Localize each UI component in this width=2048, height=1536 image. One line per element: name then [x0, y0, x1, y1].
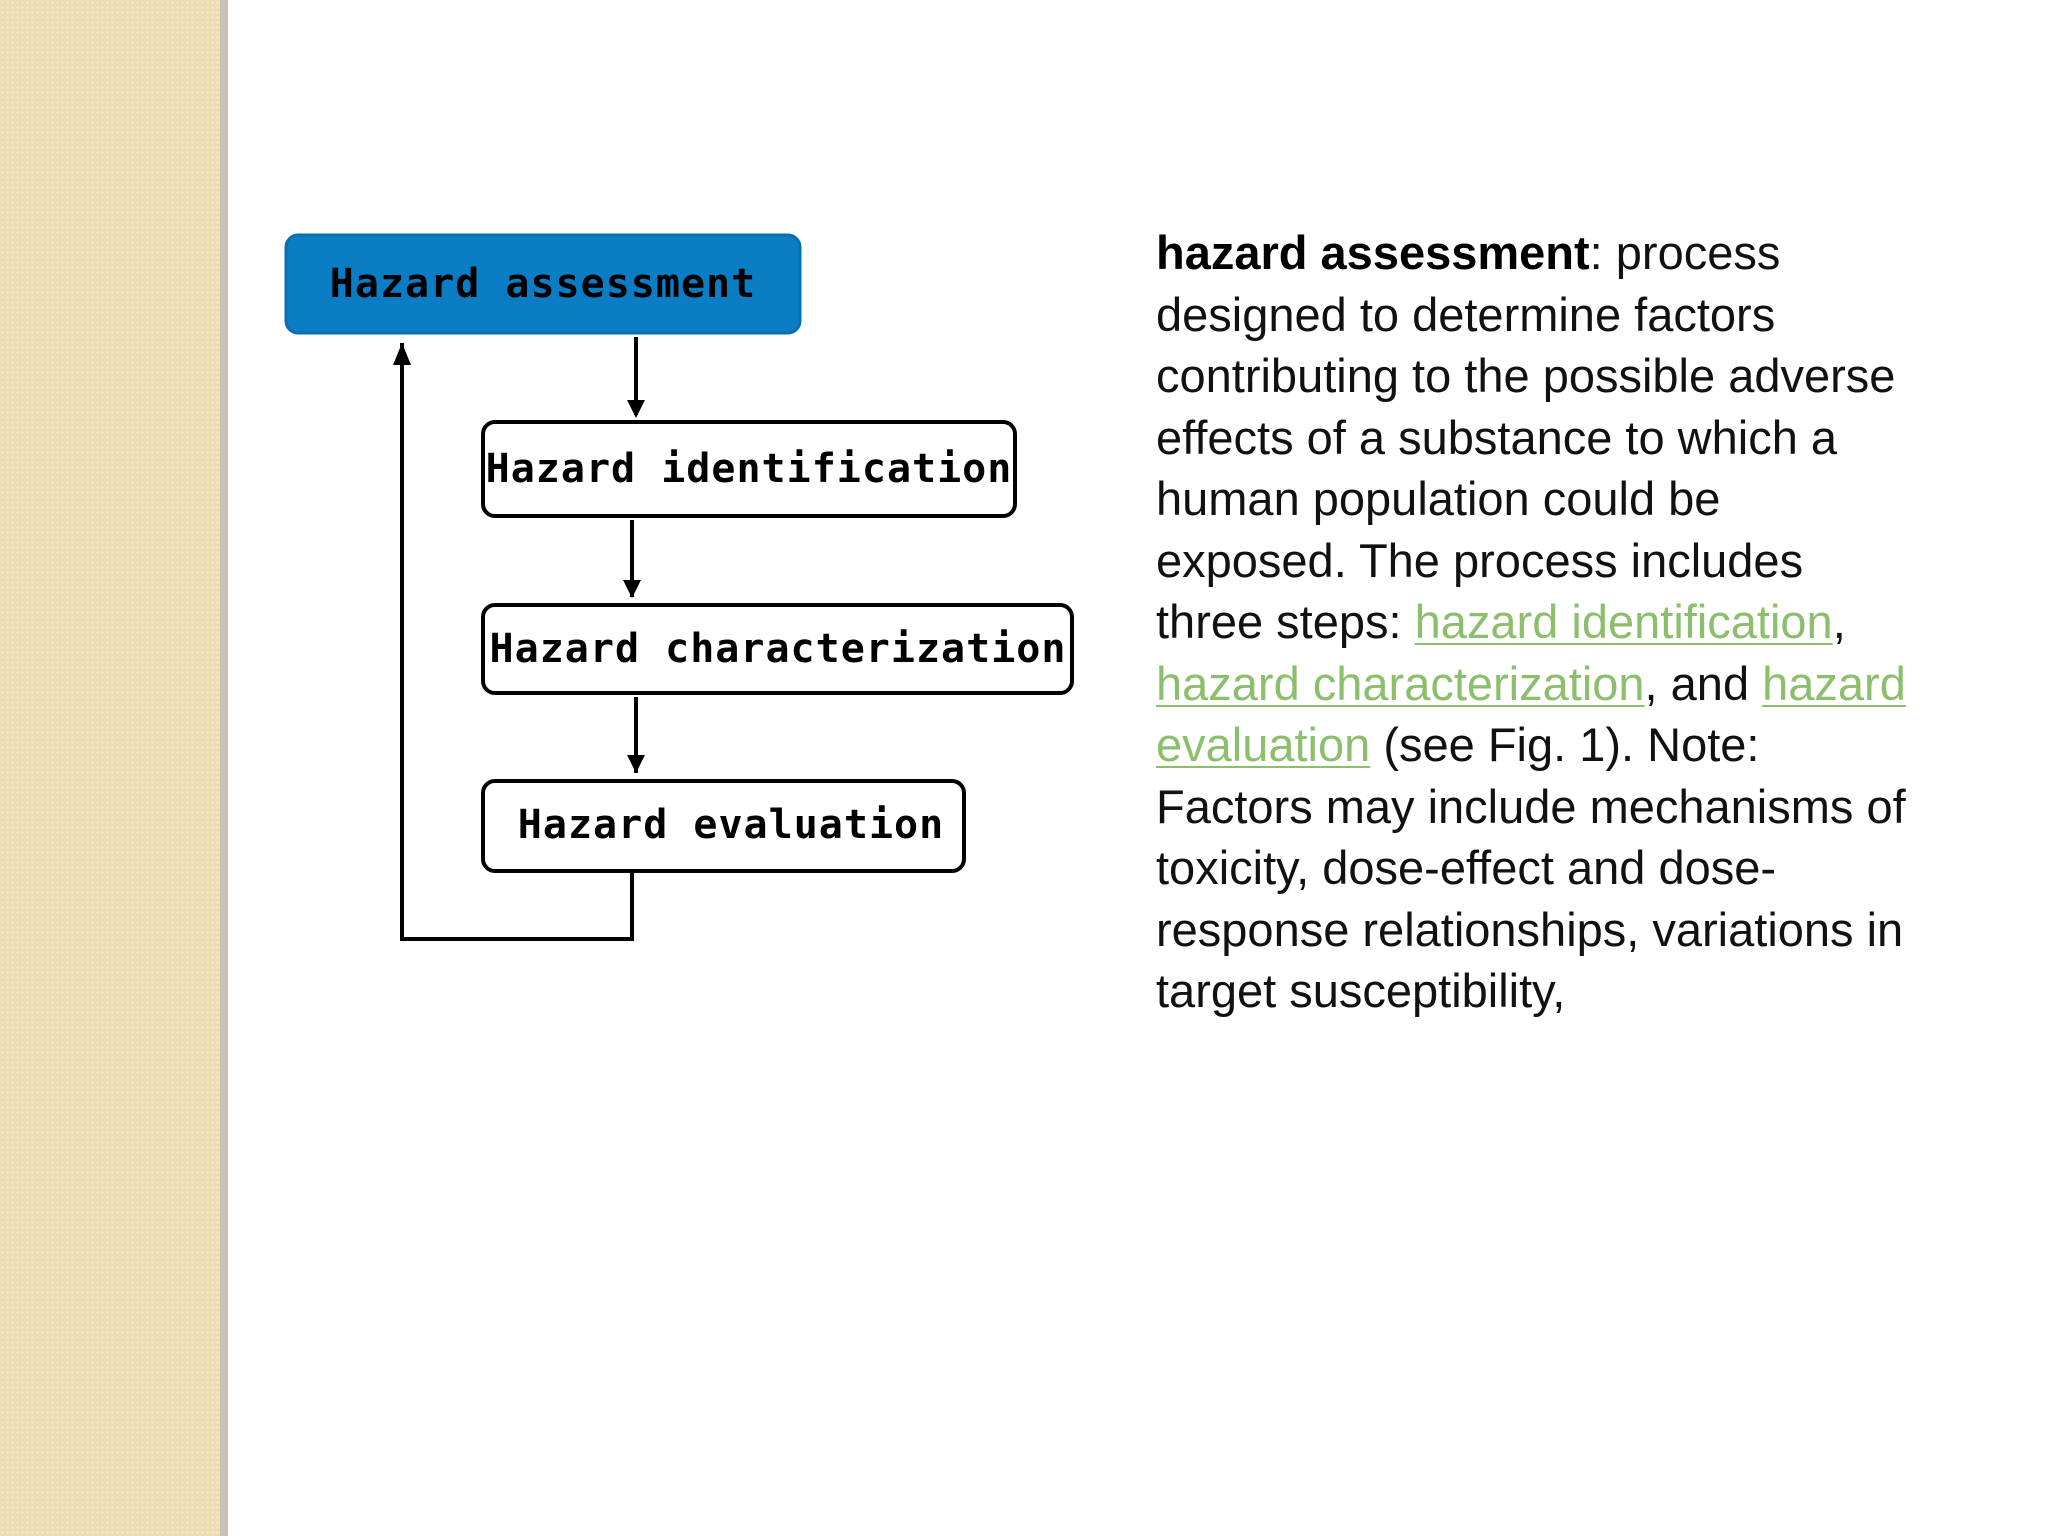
separator: , [1832, 595, 1846, 648]
separator: , and [1644, 656, 1763, 710]
definition-term: hazard assessment [1156, 226, 1590, 279]
sidebar-divider [220, 0, 228, 1536]
step-box-characterization [483, 605, 1072, 693]
decorative-sidebar [0, 0, 220, 1536]
link-hazard-identification[interactable]: hazard identification [1414, 595, 1833, 648]
link-hazard-characterization[interactable]: hazard characterization [1156, 656, 1645, 710]
arrowhead-down [623, 580, 641, 598]
title-box [286, 235, 800, 333]
hazard-assessment-flowchart [280, 225, 1100, 965]
definition-intro: : process designed to determine factors contributing to the possible adverse effects of a substance to which a human population could be exposed. The process includes three steps: [1156, 226, 1896, 648]
step-box-identification [483, 422, 1015, 516]
step-label-characterization: Hazard characterization [489, 626, 1067, 672]
arrowhead-down [627, 400, 645, 418]
step-box-evaluation [483, 781, 964, 871]
arrowhead-down [627, 755, 645, 773]
link-hazard-evaluation[interactable]: hazard evaluation [1156, 656, 1906, 771]
step-label-identification: Hazard identification [485, 446, 1013, 492]
arrowhead-up [393, 343, 411, 365]
title-box-label: Hazard assessment [329, 261, 757, 307]
step-label-evaluation: Hazard evaluation [517, 802, 945, 848]
definition-notes: (see Fig. 1). Note: Factors may include mechanisms of toxicity, dose-effect and dose-response relationships, variations in target susceptibility, [1156, 718, 1906, 1017]
definition-text [1156, 222, 1916, 1022]
